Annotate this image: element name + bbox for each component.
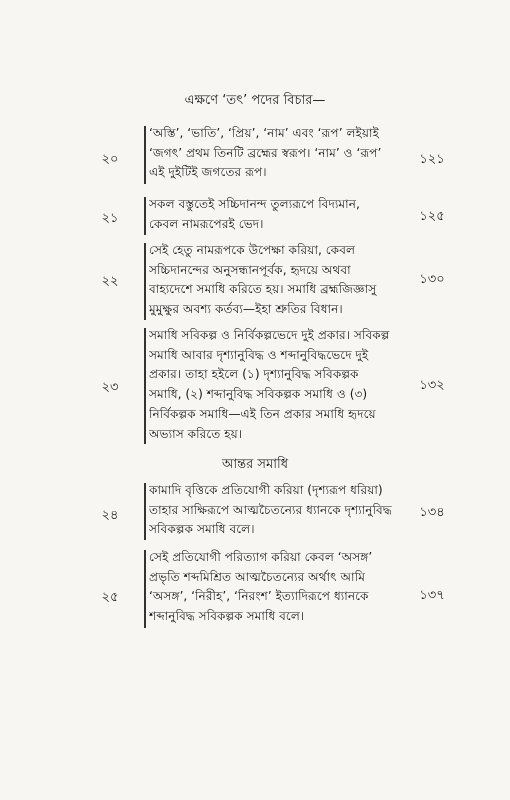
text-line: নির্বিকল্পক সমাধি—এই তিন প্রকার সমাধি হৃদয়ে [149, 406, 376, 421]
verse-text [149, 195, 401, 234]
verse-number: ২১ [101, 211, 119, 226]
margin-rule [144, 328, 146, 444]
text-line: সমাধি আবার দৃশ্যানুবিদ্ধ ও শব্দানুবিদ্ধভেদে দুই [149, 347, 369, 362]
verse-text [149, 326, 401, 444]
text-line: সেই প্রতিযোগী পরিত্যাগ করিয়া কেবল ‘অসঙ্গ’ [149, 550, 373, 564]
section-heading-tat-pada: এক্ষণে ‘তৎ’ পদের বিচার— [184, 93, 326, 108]
text-line: কেবল নামরূপেরই ভেদ। [149, 216, 264, 231]
verse-number: ২৩ [101, 380, 119, 395]
text-line: এই দুইটিই জগতের রূপ। [149, 165, 267, 180]
text-line: প্রভৃতি শব্দমিশ্রিত আত্মচৈতন্যের অর্থাৎ আমি [149, 569, 365, 584]
page-reference: ১২৫ [419, 209, 445, 224]
text-line: কামাদি বৃত্তিকে প্রতিযোগী করিয়া (দৃশ্যরূপ ধরিয়া) [149, 483, 383, 497]
text-line: শব্দানুবিদ্ধ সবিকল্পক সমাধি বলে। [149, 609, 305, 624]
text-line: ‘অসঙ্গ’, ‘নিরীহ’, ‘নিরংশ’ ইত্যাদিরূপে ধ্যানকে [149, 589, 369, 604]
text-line: তাহার সাক্ষিরূপে আত্মচৈতন্যের ধ্যানকে দৃশ্যানুবিদ্ধ [149, 502, 392, 517]
text-line: সকল বস্তুতেই সচ্চিদানন্দ তুল্যরূপে বিদ্যমান, [149, 197, 360, 211]
text-line: অভ্যাস করিতে হয়। [149, 426, 243, 441]
verse-number: ২৫ [101, 590, 119, 605]
margin-rule [144, 126, 146, 184]
text-line: সেই হেতু নামরূপকে উপেক্ষা করিয়া, কেবল [149, 243, 356, 257]
text-line: ‘জগৎ’ প্রথম তিনটি ব্রহ্মের স্বরূপ। ‘নাম’ ও ‘রূপ’ [149, 145, 382, 160]
page-reference: ১৩২ [419, 378, 445, 393]
page-reference: ১২১ [419, 152, 445, 167]
text-line: মুমুক্ষুর অবশ্য কর্তব্য—ইহা শ্রুতির বিধান। [149, 302, 343, 317]
margin-rule [144, 550, 146, 628]
verse-number: ২০ [101, 152, 119, 167]
page-reference: ১৩৭ [419, 588, 445, 603]
page-reference: ১৩০ [419, 272, 445, 287]
margin-rule [144, 483, 146, 540]
verse-number: ২২ [101, 274, 119, 289]
text-line: সমাধি সবিকল্প ও নির্বিকল্পভেদে দুই প্রকার। সবিকল্প [149, 328, 390, 342]
text-line: প্রকার। তাহা হইলে (১) দৃশ্যানুবিদ্ধ সবিকল্পক [149, 367, 359, 382]
text-line: সবিকল্পক সমাধি বলে। [149, 522, 255, 537]
verse-text [149, 124, 401, 183]
section-heading-antara-samadhi: আন্তর সমাধি [222, 457, 288, 472]
margin-rule [144, 197, 146, 235]
verse-text [149, 481, 401, 540]
text-line: সচ্চিদানন্দের অনুসন্ধানপূর্বক, হৃদয়ে অথবা [149, 262, 351, 277]
verse-text [149, 548, 401, 627]
verse-number: ২৪ [101, 508, 119, 523]
text-line: ‘অস্তি’, ‘ভাতি’, ‘প্রিয়’, ‘নাম’ এবং ‘রূপ’ লইয়াই [149, 126, 379, 140]
text-line: সমাধি, (২) শব্দানুবিদ্ধ সবিকল্পক সমাধি ও (৩) [149, 387, 368, 402]
text-line: বাহ্যদেশে সমাধি করিতে হয়। সমাধি ব্রহ্মজিজ্ঞাসু [149, 282, 377, 297]
margin-rule [144, 243, 146, 320]
page-reference: ১৩৪ [419, 505, 445, 520]
verse-text [149, 241, 401, 320]
